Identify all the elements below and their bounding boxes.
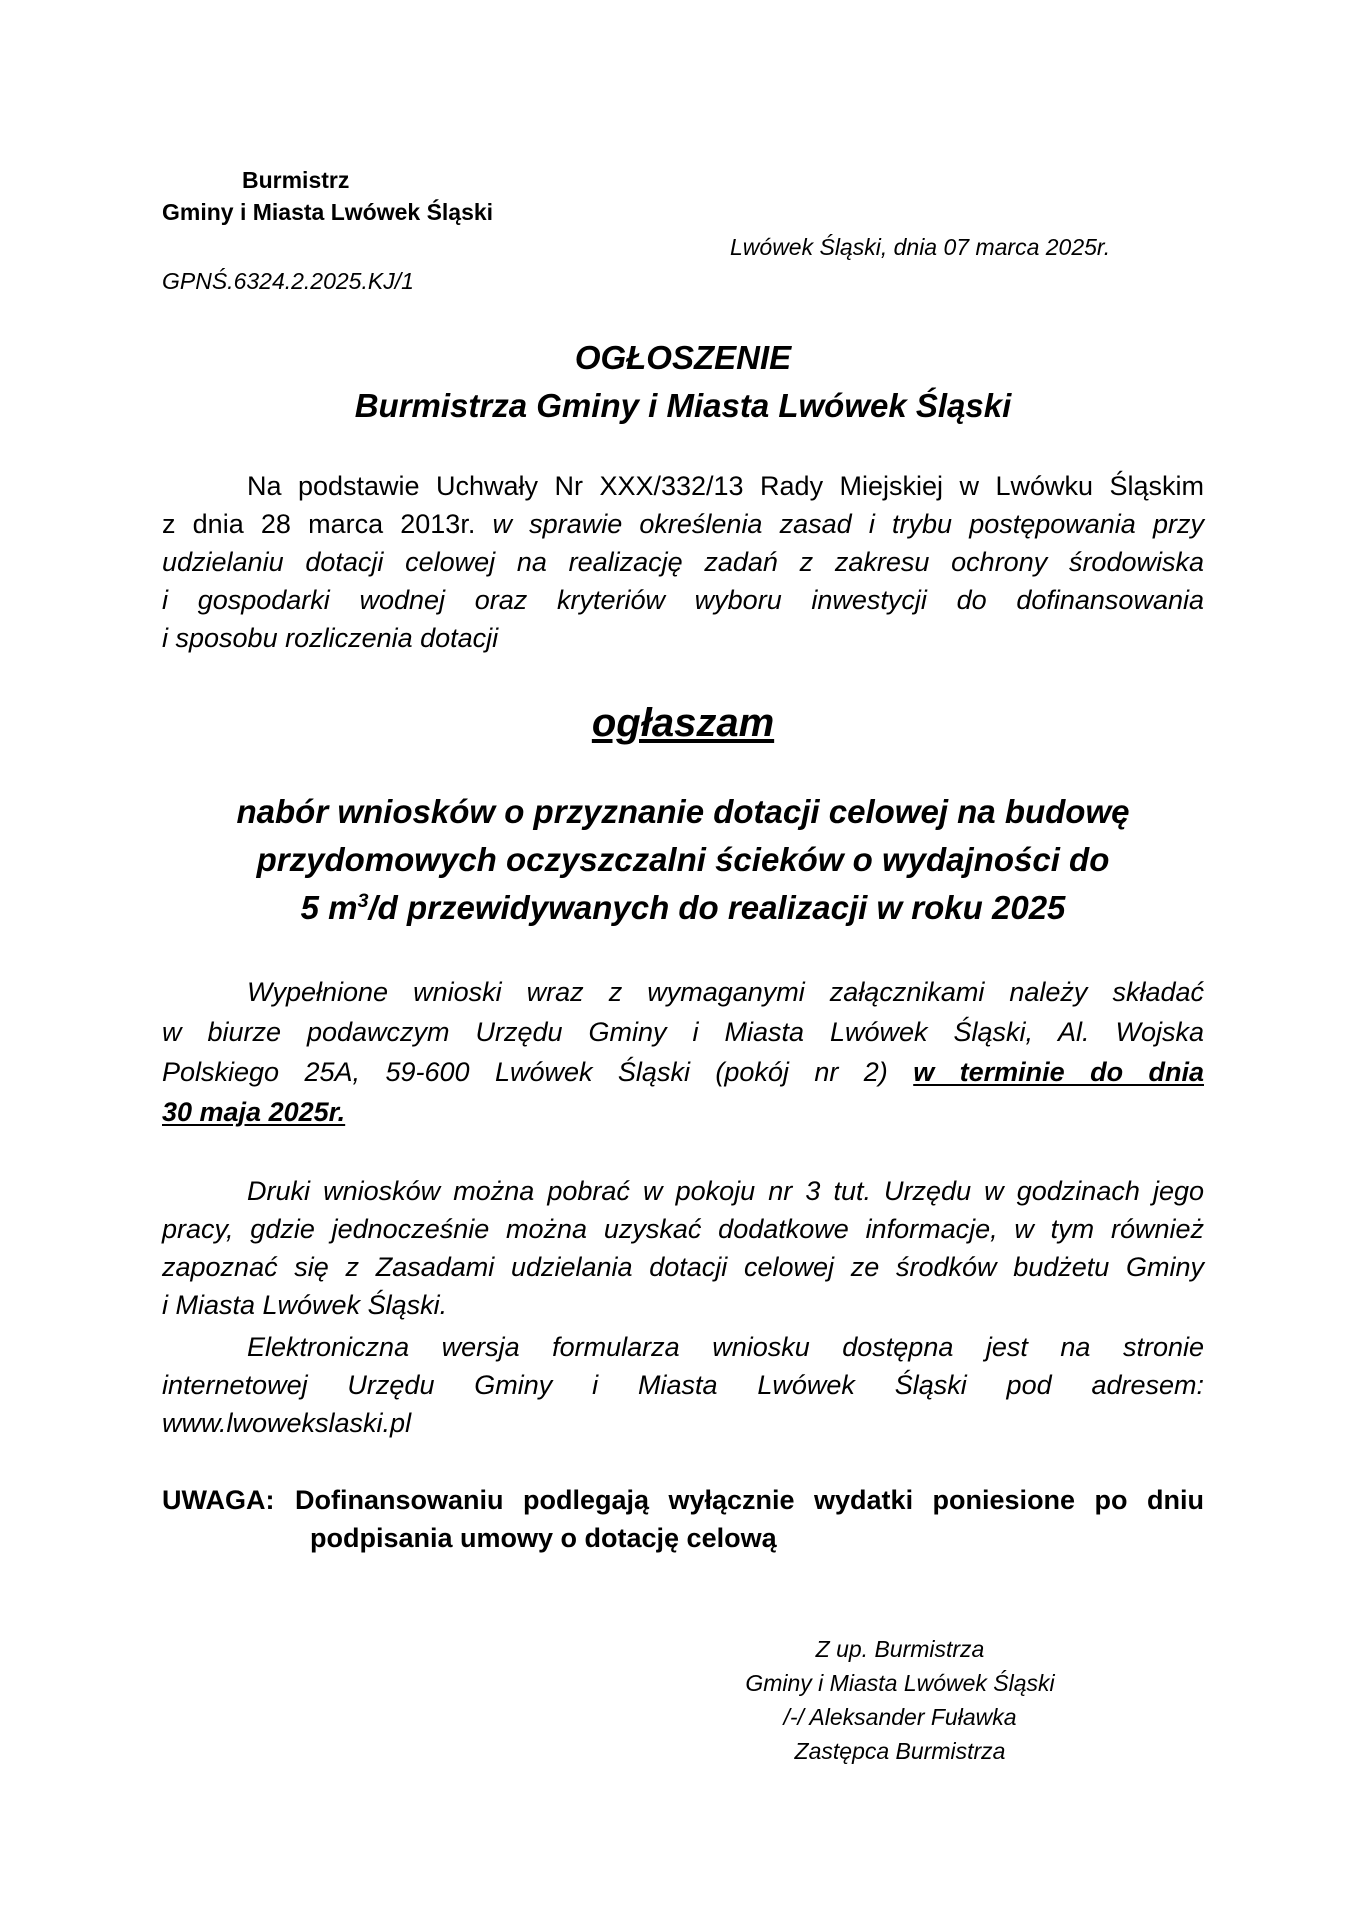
intro-resolution-date: z dnia 28 marca 2013r. xyxy=(162,509,476,539)
electronic-line2-text: internetowej Urzędu Gminy i Miasta Lwówek Śląski pod adresem: xyxy=(162,1370,1204,1400)
place-date: Lwówek Śląski, dnia 07 marca 2025r. xyxy=(730,234,1111,260)
electronic-line1 xyxy=(247,1328,1204,1366)
electronic-line1-text: Elektroniczna wersja formularza wniosku dostępna jest na stronie xyxy=(247,1332,1204,1362)
forms-info-line3-text: zapoznać się z Zasadami udzielania dotacji celowej ze środków budżetu Gminy xyxy=(162,1252,1204,1282)
website-address: www.lwowekslaski.pl xyxy=(162,1408,412,1438)
intro-line3-text: udzielaniu dotacji celowej na realizację zadań z zakresu ochrony środowiska xyxy=(162,547,1204,577)
issuer-line1: Burmistrz xyxy=(242,167,350,193)
forms-info-line1 xyxy=(247,1172,1204,1210)
intro-resolution-subject: w sprawie określenia zasad i trybu postępowania przy xyxy=(492,509,1204,539)
signature-position: Zastępca Burmistrza xyxy=(794,1738,1006,1764)
signature-line1: Z up. Burmistrza xyxy=(815,1636,985,1662)
intro-line4 xyxy=(162,581,1204,619)
submission-line2 xyxy=(162,1013,1204,1051)
issuer-line2: Gminy i Miasta Lwówek Śląski xyxy=(162,199,494,225)
submission-deadline-date: 30 maja 2025r. xyxy=(162,1097,346,1127)
electronic-line2 xyxy=(162,1366,1204,1404)
subject-line1: nabór wniosków o przyznanie dotacji celowej na budowę xyxy=(236,793,1130,830)
intro-line4-text: i gospodarki wodnej oraz kryteriów wyboru inwestycji do dofinansowania xyxy=(162,585,1204,615)
submission-address: Polskiego 25A, 59-600 Lwówek Śląski (pokój nr 2) xyxy=(162,1057,888,1087)
submission-line2-text: w biurze podawczym Urzędu Gminy i Miasta Lwówek Śląski, Al. Wojska xyxy=(162,1017,1204,1047)
reference-number: GPNŚ.6324.2.2025.KJ/1 xyxy=(162,268,414,294)
intro-line3 xyxy=(162,543,1204,581)
forms-info-line2 xyxy=(162,1210,1204,1248)
submission-deadline-label: w terminie do dnia xyxy=(913,1057,1204,1087)
document-title: OGŁOSZENIE xyxy=(574,339,792,376)
submission-line4 xyxy=(162,1093,345,1131)
announce-word xyxy=(162,698,1204,748)
intro-line1-text: Na podstawie Uchwały Nr XXX/332/13 Rady Miejskiej w Lwówku Śląskim xyxy=(247,471,1204,501)
intro-line1 xyxy=(247,467,1204,505)
notice-line1 xyxy=(295,1481,1204,1519)
announce-word-text: ogłaszam xyxy=(591,701,775,745)
subject-line3 xyxy=(162,884,1204,932)
intro-line2 xyxy=(162,505,1204,543)
subject-line2: przydomowych oczyszczalni ścieków o wydajności do xyxy=(256,841,1110,878)
forms-info-line2-text: pracy, gdzie jednocześnie można uzyskać dodatkowe informacje, w tym również xyxy=(162,1214,1204,1244)
notice-line1-text: Dofinansowaniu podlegają wyłącznie wydatki poniesione po dniu xyxy=(295,1485,1204,1515)
submission-line1 xyxy=(247,973,1204,1011)
notice-line2: podpisania umowy o dotację celową xyxy=(310,1523,777,1553)
signature-name: /-/ Aleksander Fuławka xyxy=(783,1704,1017,1730)
submission-line3 xyxy=(162,1053,1204,1091)
forms-info-line3 xyxy=(162,1248,1204,1286)
notice-label: UWAGA: xyxy=(162,1485,275,1515)
forms-info-line4: i Miasta Lwówek Śląski. xyxy=(162,1290,448,1320)
subject-capacity: 5 m xyxy=(300,889,358,926)
signature-line2: Gminy i Miasta Lwówek Śląski xyxy=(745,1670,1055,1696)
subject-line3-rest: /d przewidywanych do realizacji w roku 2025 xyxy=(368,889,1066,926)
forms-info-line1-text: Druki wniosków można pobrać w pokoju nr 3 tut. Urzędu w godzinach jego xyxy=(247,1176,1204,1206)
submission-line1-text: Wypełnione wnioski wraz z wymaganymi załącznikami należy składać xyxy=(247,977,1204,1007)
subject-unit-exponent: 3 xyxy=(357,890,369,912)
intro-line5: i sposobu rozliczenia dotacji xyxy=(162,623,499,653)
document-subtitle: Burmistrza Gminy i Miasta Lwówek Śląski xyxy=(354,387,1012,424)
